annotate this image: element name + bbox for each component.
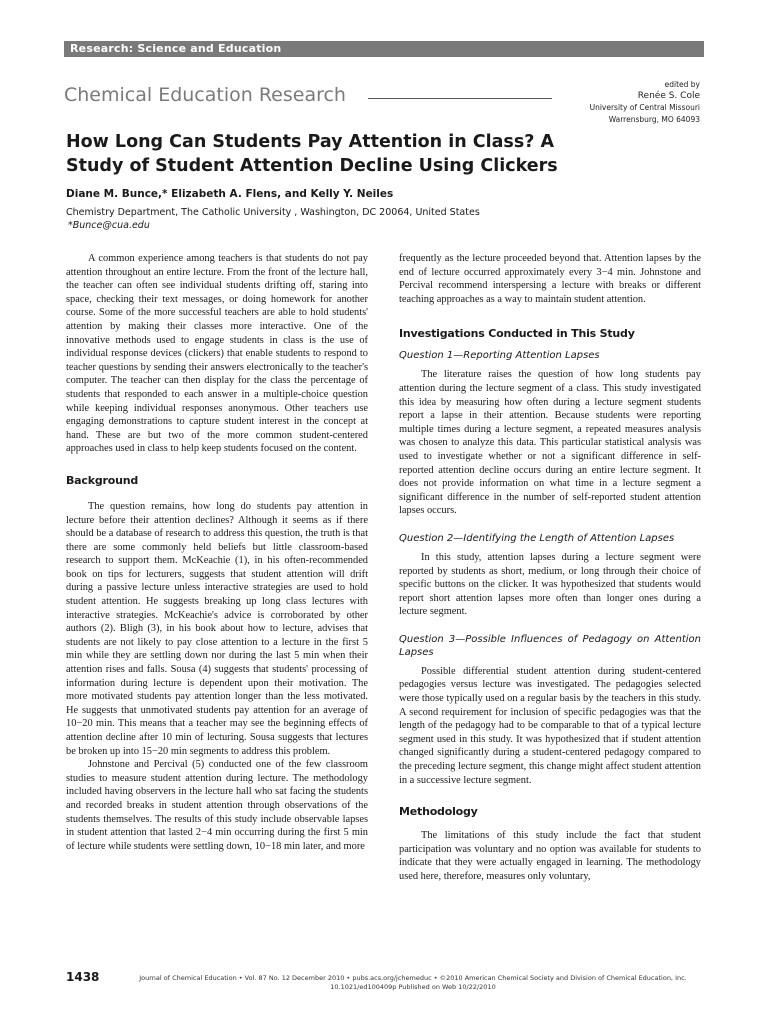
left-column (66, 252, 368, 853)
question1-paragraph: The literature raises the question of how long students pay attention during the lecture segment of a class. This study investigated this idea by measuring how often during a lecture segment students report a lapse in their attention. Because students were reporting multiple times during a lecture segment, a repeated measures analysis was chosen to analyze this data. This particular statistical analysis was used to investigate whether or not a significant difference in self-reported attention decline occurs during an entire lecture segment. It does not provide information on what time in a lecture segment a significant difference in the number of self-reported student attention lapses occurs. (399, 369, 701, 517)
page-number: 1438 (66, 970, 100, 984)
background-heading: Background (66, 473, 139, 487)
editor-label: edited by (664, 80, 700, 89)
editor-institution: University of Central Missouri (589, 103, 700, 112)
question2-paragraph: In this study, attention lapses during a lecture segment were reported by students as short, medium, or long through their choice of specific buttons on the clicker. It was hypothesized that students would report short attention lapses more often than longer ones during a lecture segment. (399, 551, 701, 618)
question2-heading: Question 2—Identifying the Length of Attention Lapses (399, 532, 675, 544)
continuation-paragraph: frequently as the lecture proceeded beyond that. Attention lapses by the end of lecture occurred approximately every 3−4 min. Johnstone and Percival recommend interspersing a lecture with breaks or different teaching approaches as a way to maintain student attention. (399, 253, 701, 305)
question3-paragraph: Possible differential student attention during student-centered pedagogies versus lecture was investigated. The pedagogies selected were those typically used on a regular basis by the teachers in this study. A second requirement for inclusion of specific pedagogies was that the length of the pedagogy had to be comparable to that of a typical lecture segment used in this study. It was hypothesized that if student attention changed significantly during a student-centered pedagogy compared to the preceding lecture segment, this change might affect student attention in a successive lecture segment. (399, 665, 701, 786)
journal-banner: Research: Science and Education (64, 41, 704, 57)
article-title: How Long Can Students Pay Attention in Class? A Study of Student Attention Decline Using Clickers (66, 132, 558, 176)
background-paragraph-1: The question remains, how long do students pay attention in lecture before their attention declines? Although it seems as if there should be a database of research to address this question, the truth is that there are some commonly held beliefs but little classroom-based research to support them. McKeachie (1), in his often-recommended book on tips for lecturers, suggests that student attention will drift during a passive lecture unless interactive strategies are used to hold student attention. He suggests breaking up long class lectures with interactive strategies. McKeachie's advice is corroborated by other authors (2). Bligh (3), in his book about how to lecture, advises that students are not likely to pay close attention to a lecture in the first 5 min while they are settling down nor during the last 5 min when their attention rises and falls. Sousa (4) suggests that students' processing of information during lecture is dependent upon their motivation. The more motivated students pay attention longer than the less motivated. He suggests that unmotivated students pay attention for an average of 10−20 min. This means that a teacher may see the beginning effects of attention decline after 10 min of lecturing. Sousa suggests that lectures be broken up into 15−20 min segments to address this problem. (66, 500, 368, 757)
methodology-heading: Methodology (399, 805, 478, 819)
author-affiliation (66, 206, 480, 232)
footer-journal-line: Journal of Chemical Education • Vol. 87 No. 12 December 2010 • pubs.acs.org/jchemeduc • ©2010 American Chemical Society and Division of Chemical Education, Inc. (139, 974, 687, 982)
question3-heading: Question 3—Possible Influences of Pedagogy on Attention Lapses (399, 633, 701, 658)
footer-doi-line: 10.1021/ed100409p Published on Web 10/22/2010 (330, 983, 496, 991)
section-rule (368, 98, 552, 99)
question1-heading: Question 1—Reporting Attention Lapses (399, 350, 600, 362)
investigations-heading: Investigations Conducted in This Study (399, 327, 635, 341)
section-title: Chemical Education Research (64, 84, 346, 106)
footer-citation (128, 974, 698, 992)
article-authors: Diane M. Bunce,* Elizabeth A. Flens, and Kelly Y. Neiles (66, 188, 394, 200)
affiliation-text: Chemistry Department, The Catholic University , Washington, DC 20064, United States (66, 207, 480, 218)
intro-paragraph: A common experience among teachers is that students do not pay attention throughout an entire lecture. From the front of the lecture hall, the teacher can often see individual students drifting off, staring into space, checking their text messages, or doing homework for another course. Some of the more successful teachers are able to hold students' attention by making their classes more interactive. One of the innovative methods used to engage students in class is the use of individual response devices (clickers) that enable students to respond to teacher questions by sending their answers electronically to the teacher's computer. The teacher can then display for the class the percentage of students that responded to each answer in a multiple-choice question while keeping individual responses anonymous. Other teachers use engaging demonstrations to capture student interest in the concept at hand. These are but two of the more common student-centered approaches used in class to help keep students focused on the content. (66, 253, 368, 455)
editor-city: Warrensburg, MO 64093 (608, 115, 700, 124)
right-column (399, 252, 701, 884)
author-email: *Bunce@cua.edu (68, 220, 150, 231)
editor-name: Renée S. Cole (637, 91, 700, 101)
methodology-paragraph: The limitations of this study include the fact that student participation was voluntary and no option was available for students to indicate that they were actually engaged in learning. The methodology used here, therefore, measures only voluntary, (399, 830, 701, 882)
editor-block (590, 80, 700, 126)
background-paragraph-2: Johnstone and Percival (5) conducted one of the few classroom studies to measure student attention during lecture. The methodology included having observers in the lecture hall who sat facing the students and recorded breaks in student attention through observations of the students themselves. The results of this study include observable lapses in student attention that lasted 2−4 min occurring during the first 5 min of lecture while students were settling down, 10−18 min later, and more (66, 759, 368, 852)
